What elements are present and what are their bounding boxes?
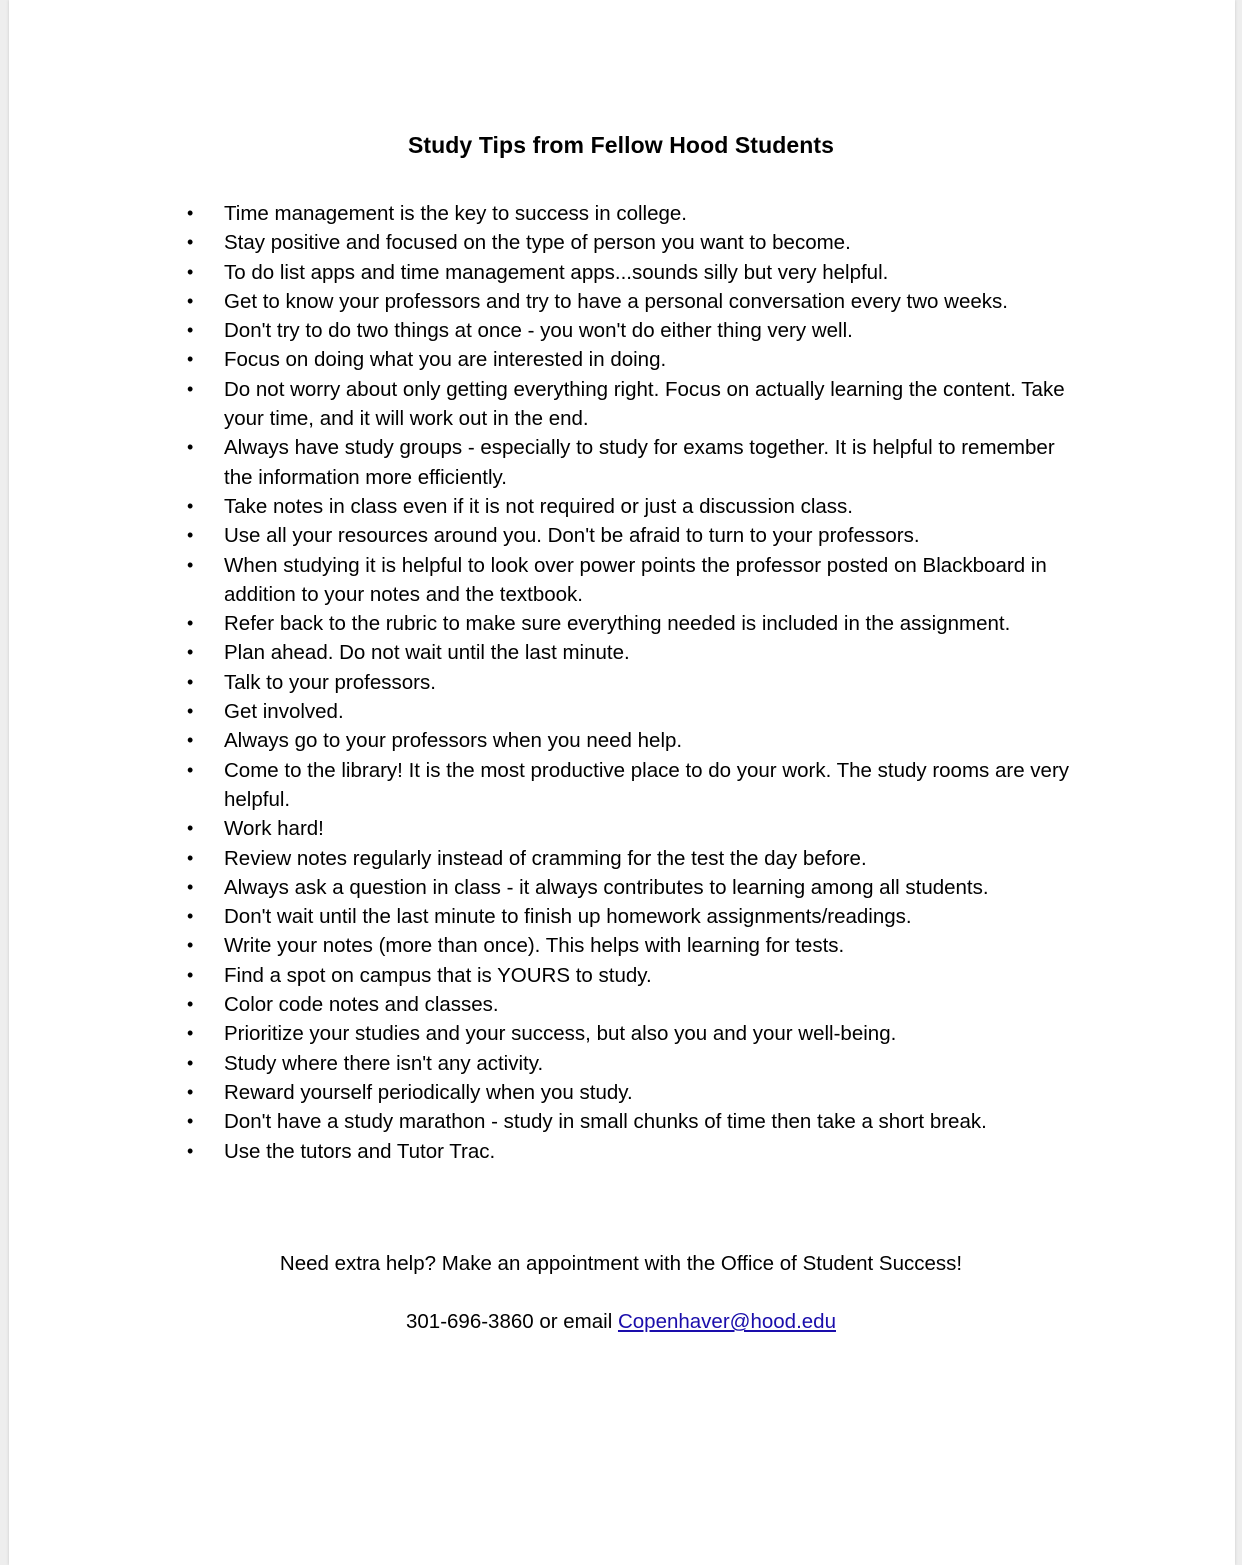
tip-text: Don't wait until the last minute to finish up homework assignments/readings. (224, 905, 912, 929)
tip-text: Color code notes and classes. (224, 993, 499, 1017)
tip-text: Plan ahead. Do not wait until the last minute. (224, 641, 630, 665)
tip-item (187, 1137, 1087, 1166)
tip-item (187, 609, 1087, 638)
phone-text: 301-696-3860 or email (406, 1310, 618, 1333)
bullet-icon: • (187, 261, 194, 282)
tip-item (187, 228, 1087, 257)
tip-text: Get to know your professors and try to have a personal conversation every two weeks. (224, 289, 1008, 313)
tip-text: Always go to your professors when you need help. (224, 729, 683, 753)
bullet-icon: • (187, 994, 194, 1015)
help-text: Need extra help? Make an appointment with the Office of Student Success! (279, 1252, 963, 1275)
tip-text: Focus on doing what you are interested in doing. (224, 348, 667, 372)
tip-text: Find a spot on campus that is YOURS to study. (224, 963, 652, 987)
bullet-icon: • (187, 876, 194, 897)
tip-item (187, 433, 1087, 492)
page-title: Study Tips from Fellow Hood Students (407, 132, 835, 158)
bullet-icon: • (187, 320, 194, 341)
tip-item (187, 375, 1087, 434)
tip-item (187, 1107, 1087, 1136)
tip-text: Don't have a study marathon - study in small chunks of time then take a short break. (224, 1110, 987, 1134)
bullet-icon: • (187, 818, 194, 839)
bullet-icon: • (187, 203, 194, 223)
tip-item (187, 287, 1087, 316)
bullet-icon: • (187, 1052, 194, 1073)
tip-item (187, 844, 1087, 873)
tip-text: To do list apps and time management apps...sounds silly but very helpful. (224, 260, 889, 284)
bullet-icon: • (187, 730, 194, 751)
tip-text: Prioritize your studies and your success, but also you and your well-being. (224, 1022, 897, 1046)
tip-item (187, 990, 1087, 1019)
tip-text: When studying it is helpful to look over power points the professor posted on Blackboard in addition to your notes and the textbook. (224, 553, 1047, 606)
bullet-icon: • (187, 671, 194, 692)
tip-text: Always ask a question in class - it always contributes to learning among all students. (224, 875, 989, 899)
tips-list (187, 199, 1087, 1166)
tip-text: Study where there isn't any activity. (224, 1051, 544, 1075)
bullet-icon: • (187, 495, 194, 516)
bullet-icon: • (187, 701, 194, 722)
bullet-icon: • (187, 525, 194, 546)
tip-item (187, 902, 1087, 931)
tip-text: Always have study groups - especially to study for exams together. It is helpful to remember the information more efficiently. (224, 436, 1055, 489)
tip-item (187, 668, 1087, 697)
tip-text: Don't try to do two things at once - you won't do either thing very well. (224, 319, 853, 343)
tip-text: Do not worry about only getting everything right. Focus on actually learning the content. Take your time, and it will work out in the end. (224, 377, 1065, 431)
tip-item (187, 1049, 1087, 1078)
tip-text: Refer back to the rubric to make sure everything needed is included in the assignment. (224, 612, 1011, 636)
tip-text: Work hard! (224, 817, 324, 841)
bullet-icon: • (187, 290, 194, 311)
tip-text: Get involved. (224, 700, 344, 724)
tip-text: Use the tutors and Tutor Trac. (224, 1139, 496, 1163)
tip-text: Reward yourself periodically when you study. (224, 1080, 633, 1104)
tip-item (187, 814, 1087, 843)
tip-item (187, 931, 1087, 960)
tip-text: Write your notes (more than once). This helps with learning for tests. (224, 934, 845, 958)
bullet-icon: • (187, 935, 194, 956)
tip-item (187, 345, 1087, 374)
tip-item (187, 258, 1087, 287)
tip-item (187, 521, 1087, 550)
bullet-icon: • (187, 1111, 194, 1132)
email-link[interactable]: Copenhaver@hood.edu (617, 1310, 836, 1333)
tip-item (187, 756, 1087, 815)
bullet-icon: • (187, 964, 194, 985)
bullet-icon: • (187, 1140, 194, 1161)
bullet-icon: • (187, 847, 194, 868)
tip-item (187, 873, 1087, 902)
document-page (9, 0, 1235, 1565)
tip-text: Take notes in class even if it is not required or just a discussion class. (224, 494, 853, 518)
bullet-icon: • (187, 378, 194, 399)
tip-item (187, 697, 1087, 726)
bullet-icon: • (187, 554, 194, 575)
contact-line (9, 1310, 1233, 1334)
tip-item (187, 316, 1087, 345)
tip-item (187, 726, 1087, 755)
bullet-icon: • (187, 437, 194, 458)
tip-text: Time management is the key to success in college. (224, 202, 687, 225)
bullet-icon: • (187, 1023, 194, 1044)
tip-item (187, 492, 1087, 521)
tip-item (187, 638, 1087, 667)
tip-item (187, 961, 1087, 990)
bullet-icon: • (187, 759, 194, 780)
tip-item (187, 1019, 1087, 1048)
tip-text: Use all your resources around you. Don't be afraid to turn to your professors. (224, 524, 920, 548)
bullet-icon: • (187, 642, 194, 663)
tip-text: Talk to your professors. (224, 670, 436, 694)
bullet-icon: • (187, 349, 194, 370)
bullet-icon: • (187, 1081, 194, 1102)
bullet-icon: • (187, 906, 194, 927)
bullet-icon: • (187, 613, 194, 634)
tip-text: Come to the library! It is the most productive place to do your work. The study rooms are very helpful. (224, 758, 1070, 811)
bullet-icon: • (187, 232, 194, 253)
tip-item (187, 1078, 1087, 1107)
tip-item (187, 199, 1087, 228)
tip-text: Stay positive and focused on the type of person you want to become. (224, 231, 851, 255)
tip-item (187, 551, 1087, 610)
tip-text: Review notes regularly instead of cramming for the test the day before. (224, 846, 867, 870)
